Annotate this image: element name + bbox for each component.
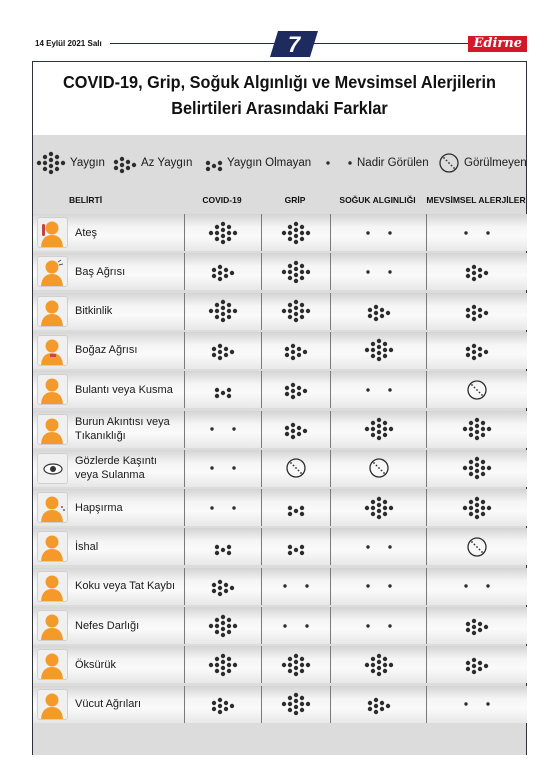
level-cell [426,293,527,330]
symptom-cell [33,568,184,605]
title-box [33,62,526,136]
table-row [33,371,528,410]
table-header [33,189,526,211]
level-less-icon [367,694,391,715]
level-common-icon [462,496,492,520]
level-less-icon [284,379,308,400]
level-less-icon [284,340,308,361]
level-rare-icon [365,583,393,589]
legend [33,145,526,181]
level-cell [330,214,426,251]
level-cell [261,293,330,330]
symptom-cell [33,686,184,723]
thermometer-person-icon [37,217,68,248]
symptom-label: Hapşırma [75,501,123,514]
issue-date: 14 Eylül 2021 Salı [32,35,110,53]
level-cell [261,214,330,251]
level-common-icon [208,299,238,323]
page-header [32,32,527,57]
table-row [33,568,528,607]
column-header-symptom: BELİRTİ [69,195,103,205]
legend-label: Az Yaygın [141,157,193,169]
symptom-cell [33,450,184,487]
symptom-cell [33,332,184,369]
symptom-label: İshal [75,540,99,553]
column-header-allergy: MEVSİMSEL ALERJİLER [426,195,526,205]
nausea-icon [37,374,68,405]
level-common-icon [364,417,394,441]
level-cell [330,293,426,330]
level-common-icon [462,456,492,480]
level-cell [426,450,527,487]
table-row [33,528,528,567]
symptom-label: Bitkinlik [75,305,113,318]
level-none-icon [466,536,488,558]
page-number: 7 [287,32,301,57]
level-cell [261,332,330,369]
level-rare-icon [209,426,237,432]
level-cell [426,332,527,369]
title-line-1: COVID-19, Grip, Soğuk Algınlığı ve Mevsimsel Alerjilerin [63,72,496,92]
level-cell [184,332,261,369]
level-cell [184,686,261,723]
level-cell [184,489,261,526]
runny-nose-icon [37,414,68,445]
symptom-label: Nefes Darlığı [75,619,140,632]
level-cell [426,371,527,408]
itchy-eye-icon [37,453,68,484]
level-cell [426,214,527,251]
level-less-icon [465,261,489,282]
smell-loss-icon [37,571,68,602]
level-common-icon [281,299,311,323]
table-row [33,214,528,253]
fatigue-icon [37,296,68,327]
level-rare-icon [365,623,393,629]
level-cell [261,450,330,487]
column-header-flu: GRİP [284,195,306,205]
level-cell [261,528,330,565]
level-cell [426,411,527,448]
level-common-icon [281,260,311,284]
headache-icon [37,256,68,287]
cough-icon [37,649,68,680]
level-common-icon [208,653,238,677]
level-common-icon [281,692,311,716]
legend-rare-icon [325,160,353,166]
diarrhea-icon [37,531,68,562]
level-cell [330,646,426,683]
level-cell [184,214,261,251]
level-cell [426,646,527,683]
level-cell [184,528,261,565]
level-rare-icon [209,505,237,511]
level-rare-icon [463,583,491,589]
level-cell [426,686,527,723]
legend-label: Yaygın Olmayan [227,157,312,169]
level-cell [184,450,261,487]
level-less-icon [211,576,235,597]
legend-item-none [438,145,527,181]
symptom-label: Öksürük [75,658,116,671]
level-less-icon [465,301,489,322]
column-header-cold: SOĞUK ALGINLIĞI [339,195,416,205]
level-less-icon [465,654,489,675]
level-less-icon [465,340,489,361]
symptom-cell [33,253,184,290]
level-less-icon [367,301,391,322]
level-common-icon [208,221,238,245]
level-cell [330,411,426,448]
level-uncommon-icon [214,381,232,399]
level-common-icon [364,338,394,362]
symptom-cell [33,646,184,683]
level-less-icon [465,615,489,636]
symptom-label: Ateş [75,226,98,239]
level-cell [261,371,330,408]
sneeze-icon [37,492,68,523]
title-line-2: Belirtileri Arasındaki Farklar [171,98,388,118]
symptom-label: Boğaz Ağrısı [75,344,138,357]
level-common-icon [364,653,394,677]
level-cell [330,253,426,290]
level-cell [330,371,426,408]
level-cell [184,568,261,605]
level-uncommon-icon [287,538,305,556]
symptom-label: Baş Ağrısı [75,265,126,278]
level-rare-icon [282,623,310,629]
level-cell [184,253,261,290]
level-cell [184,293,261,330]
table-row [33,646,528,685]
legend-item-uncommon [205,145,311,181]
level-rare-icon [365,269,393,275]
level-cell [261,607,330,644]
table-row [33,293,528,332]
body-ache-icon [37,689,68,720]
level-cell [184,607,261,644]
legend-uncommon-icon [205,154,223,172]
level-less-icon [211,694,235,715]
symptom-label: Burun Akıntısı veya Tıkanıklığı [75,416,170,442]
level-cell [426,489,527,526]
table-row [33,686,528,725]
table-row [33,411,528,450]
symptom-cell [33,489,184,526]
level-common-icon [364,496,394,520]
level-uncommon-icon [287,499,305,517]
symptom-cell [33,214,184,251]
level-cell [184,371,261,408]
brand-logo: Edirne [468,36,527,52]
level-common-icon [281,221,311,245]
table-row [33,489,528,528]
symptom-label: Koku veya Tat Kaybı [75,580,176,593]
level-rare-icon [365,544,393,550]
legend-label: Yaygın [70,157,105,169]
level-rare-icon [365,230,393,236]
table-row [33,607,528,646]
symptom-cell [33,607,184,644]
level-less-icon [284,419,308,440]
level-cell [330,450,426,487]
legend-label: Görülmeyen [464,157,527,169]
level-uncommon-icon [214,538,232,556]
page-number-badge [270,31,318,57]
table-row [33,332,528,371]
level-rare-icon [282,583,310,589]
level-less-icon [211,261,235,282]
legend-item-rare [325,145,429,181]
infographic-card [32,61,527,755]
level-none-icon [368,457,390,479]
symptom-label: Vücut Ağrıları [75,698,142,711]
level-cell [261,646,330,683]
level-cell [330,607,426,644]
symptom-cell [33,371,184,408]
level-common-icon [462,417,492,441]
level-cell [330,686,426,723]
level-cell [426,568,527,605]
symptom-label: Bulantı veya Kusma [75,383,173,396]
level-cell [426,607,527,644]
infographic-title [50,69,508,121]
level-cell [330,528,426,565]
legend-item-common [36,145,105,181]
level-cell [261,686,330,723]
legend-none-icon [438,152,460,174]
level-cell [426,253,527,290]
level-less-icon [211,340,235,361]
level-cell [261,411,330,448]
symptom-cell [33,411,184,448]
level-cell [330,568,426,605]
symptom-label: Gözlerde Kaşıntı veya Sulanma [75,455,157,482]
level-cell [184,411,261,448]
level-cell [261,568,330,605]
level-common-icon [281,653,311,677]
symptom-cell [33,528,184,565]
level-rare-icon [209,465,237,471]
level-rare-icon [463,230,491,236]
level-none-icon [285,457,307,479]
legend-item-less [113,145,192,181]
level-rare-icon [463,701,491,707]
level-cell [261,489,330,526]
level-cell [330,332,426,369]
level-cell [261,253,330,290]
legend-common-icon [36,151,66,175]
legend-label: Nadir Görülen [357,157,429,169]
level-none-icon [466,379,488,401]
breath-shortness-icon [37,610,68,641]
table-row [33,450,528,489]
sore-throat-icon [37,335,68,366]
symptom-cell [33,293,184,330]
column-header-covid: COVID-19 [202,195,242,205]
level-cell [330,489,426,526]
table-row [33,253,528,292]
level-rare-icon [365,387,393,393]
level-cell [426,528,527,565]
level-cell [184,646,261,683]
level-common-icon [208,614,238,638]
legend-less-icon [113,153,137,174]
